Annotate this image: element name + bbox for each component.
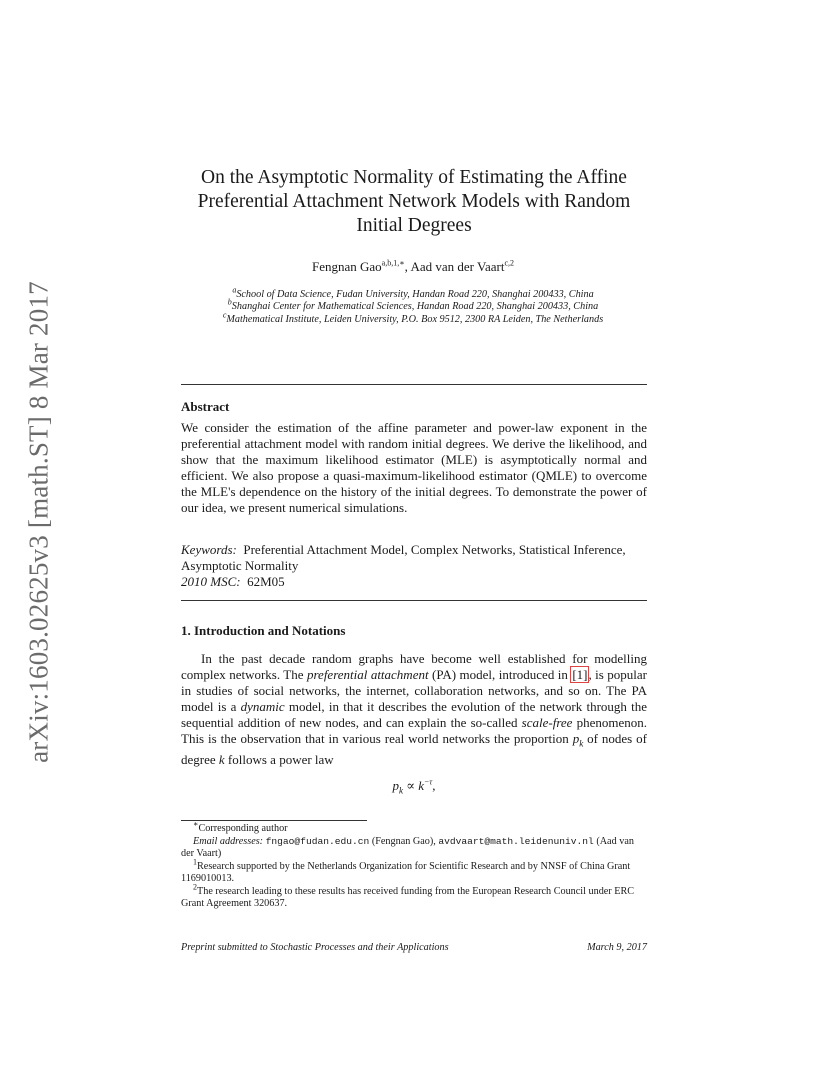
footnote-text: The research leading to these results has received funding from the European Research Council under ERC Grant Agreement 320637. xyxy=(181,885,635,909)
math-variable: p xyxy=(392,778,399,793)
citation-link[interactable]: [1] xyxy=(572,667,588,682)
msc-value: 62M05 xyxy=(247,574,285,589)
abstract-top-rule xyxy=(181,384,647,385)
keywords-block xyxy=(181,542,647,590)
text-run: (PA) model, introduced in xyxy=(428,667,572,682)
title-line: Preferential Attachment Network Models with Random xyxy=(197,191,631,212)
affiliation-mark: c xyxy=(222,310,227,320)
keywords-label: Keywords: xyxy=(181,542,237,557)
email-address[interactable]: avdvaart@math.leidenuniv.nl xyxy=(438,835,594,847)
arxiv-stamp xyxy=(19,272,59,772)
footnote-rule xyxy=(181,820,367,821)
emphasis: preferential attachment xyxy=(306,667,429,682)
author-separator: , xyxy=(404,259,411,274)
footnotes xyxy=(181,819,647,911)
section-heading: 1. Introduction and Notations xyxy=(181,623,346,638)
math-variable: k xyxy=(218,751,225,767)
math-superscript: −τ xyxy=(424,777,433,787)
email-label: Email addresses: xyxy=(193,835,264,847)
author-name: Aad van der Vaart xyxy=(410,259,505,274)
affiliation-text: Shanghai Center for Mathematical Sciences, Handan Road 220, Shanghai 200433, China xyxy=(231,301,599,313)
text-run: In the past decade random graphs have become well established for modelling complex networks. The xyxy=(181,651,647,682)
text-run: follows a power law xyxy=(224,751,334,767)
author-superscript: a,b,1,∗ xyxy=(381,258,405,268)
math-variable: p xyxy=(572,731,580,746)
abstract-heading: Abstract xyxy=(181,399,230,414)
footnote-text: Research supported by the Netherlands Organization for Scientific Research and by NNSF of China Grant 1169010013. xyxy=(181,860,631,884)
emphasis: scale-free xyxy=(521,715,573,730)
footnote-text: Corresponding author xyxy=(198,823,288,834)
footer-journal: Preprint submitted to Stochastic Processes and their Applications xyxy=(181,942,449,953)
abstract-bottom-rule xyxy=(181,600,647,601)
math-relation: ∝ xyxy=(402,778,419,793)
author-name: Fengnan Gao xyxy=(311,259,382,274)
footer-date: March 9, 2017 xyxy=(587,942,647,953)
affiliation-text: Mathematical Institute, Leiden University, P.O. Box 9512, 2300 RA Leiden, The Netherlands xyxy=(226,313,604,325)
math-variable: k xyxy=(418,778,425,793)
intro-paragraph xyxy=(181,651,647,768)
abstract-body: We consider the estimation of the affine parameter and power-law exponent in the preferential attachment model with random initial degrees. We derive the likelihood, and show that the maximum likelihood estimator (MLE) is asymptotically normal and efficient. We also propose a quasi-maximum-likelihood estimator (QMLE) to overcome the MLE's dependence on the history of the initial degrees. To demonstrate the power of our idea, we present numerical simulations. xyxy=(181,420,647,515)
math-punctuation: , xyxy=(432,778,436,793)
footnote-mark: ∗ xyxy=(193,819,199,829)
affiliation-mark: a xyxy=(232,285,237,295)
email-address[interactable]: fngao@fudan.edu.cn xyxy=(265,835,370,847)
footnote-corresponding xyxy=(181,819,647,836)
keywords-value: Preferential Attachment Model, Complex Networks, Statistical Inference, Asymptotic Normality xyxy=(181,542,626,573)
title-line: Initial Degrees xyxy=(356,215,472,236)
paper-title xyxy=(170,166,658,238)
page-footer xyxy=(181,942,647,953)
footnote-emails xyxy=(181,836,647,861)
affiliation-text: School of Data Science, Fudan University, Handan Road 220, Shanghai 200433, China xyxy=(236,289,594,300)
msc-label: 2010 MSC: xyxy=(181,574,241,589)
affiliation-mark: b xyxy=(227,298,232,308)
footnote-1 xyxy=(181,857,647,886)
affiliation-a xyxy=(180,285,646,301)
text-run: , is popular in studies of social networks, the internet, collaboration networks, and so on. The PA model is a xyxy=(181,667,647,714)
text-run: model, in that it describes the evolution of the network through the sequential addition of new nodes, and can explain the so-called xyxy=(181,699,648,730)
emphasis: dynamic xyxy=(240,699,285,714)
text-run: phenomenon. This is the observation that in various real world networks the proportion xyxy=(181,715,647,746)
author-superscript: c,2 xyxy=(504,258,515,268)
text-run: of nodes of degree xyxy=(181,731,647,767)
email-owner: (Fengnan Gao), xyxy=(369,835,439,847)
arxiv-stamp-text: arXiv:1603.02625v3 [math.ST] 8 Mar 2017 xyxy=(23,281,54,763)
affiliation-c xyxy=(180,310,646,326)
msc-line xyxy=(181,574,647,590)
footnote-mark: 2 xyxy=(193,882,197,892)
math-subscript: k xyxy=(579,738,584,749)
title-line: On the Asymptotic Normality of Estimating the Affine xyxy=(201,167,627,188)
keywords-line xyxy=(181,542,647,574)
math-subscript: k xyxy=(398,785,403,796)
email-owner: (Aad van der Vaart) xyxy=(181,835,634,859)
footnote-mark: 1 xyxy=(193,857,197,867)
equation xyxy=(181,778,647,796)
footnote-2 xyxy=(181,882,647,911)
affiliations xyxy=(180,285,646,326)
affiliation-b xyxy=(180,298,646,313)
author-list xyxy=(180,259,646,275)
